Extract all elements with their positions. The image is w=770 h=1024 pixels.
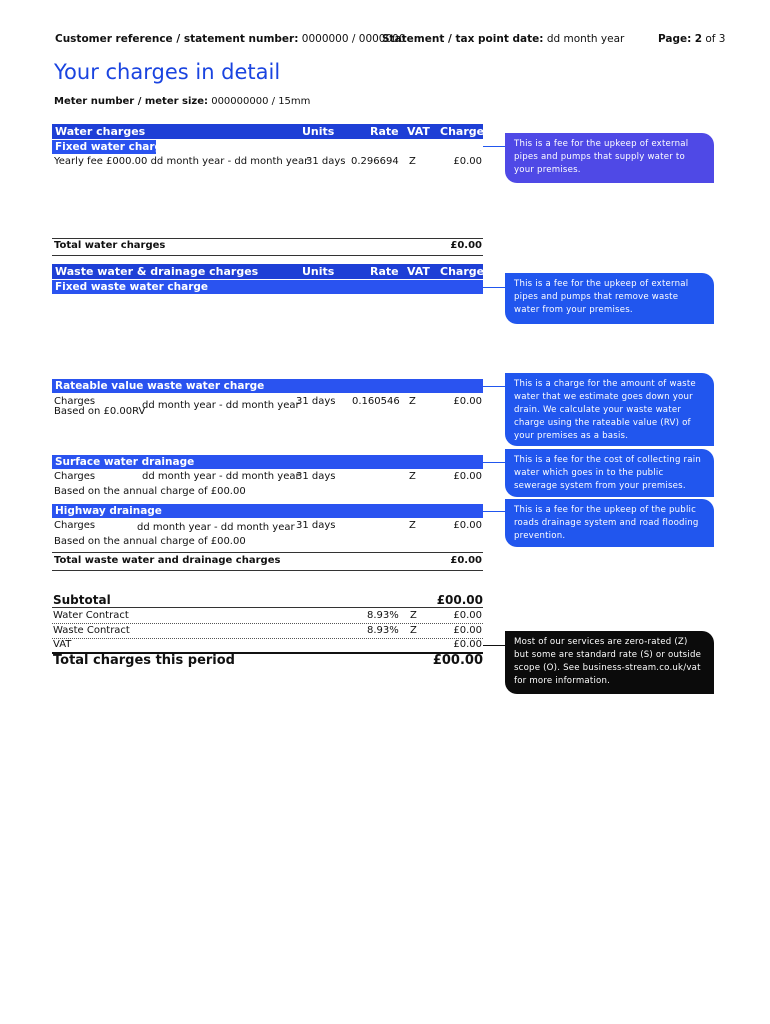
highway-row-desc: Charges — [54, 520, 96, 531]
page-number — [658, 33, 725, 45]
page-total: of 3 — [705, 33, 726, 45]
highway-row-charge: £0.00 — [453, 520, 482, 531]
note-highway-drainage: This is a fee for the upkeep of the public roads drainage system and road flooding prevention. — [505, 499, 714, 547]
rv-row-vat: Z — [409, 396, 416, 407]
subtotal-value: £00.00 — [436, 593, 483, 607]
summary-row-rate: 8.93% — [367, 625, 399, 636]
rv-row-desc: Charges — [54, 396, 96, 407]
summary-row-divider — [52, 623, 483, 624]
water-col-charge: Charge — [440, 125, 485, 138]
summary-row-label: Water Contract — [53, 610, 129, 621]
fixed-water-charge-header — [52, 140, 170, 154]
rv-row-units: 31 days — [296, 396, 336, 407]
statement-date-value: dd month year — [546, 33, 625, 45]
waste-col-rate: Rate — [370, 265, 399, 278]
customer-reference — [55, 33, 406, 45]
water-total-value: £0.00 — [450, 240, 482, 251]
fixed-water-row-rate: 0.296694 — [351, 156, 399, 167]
subtotal-label: Subtotal — [53, 593, 111, 607]
page-title: Your charges in detail — [54, 60, 281, 84]
water-col-vat: VAT — [407, 125, 430, 138]
waste-charges-header — [52, 264, 483, 279]
summary-row-divider — [52, 638, 483, 639]
note-surface-water: This is a fee for the cost of collecting rain water which goes in to the public sewerage system from your premises. — [505, 449, 714, 497]
meter-value: 000000000 / 15mm — [211, 96, 311, 107]
waste-col-charge: Charge — [440, 265, 485, 278]
waste-total-underline — [52, 570, 483, 571]
highway-drainage-heading: Highway drainage — [55, 505, 162, 517]
surface-row-desc: Charges — [54, 471, 96, 482]
note-fixed-waste: This is a fee for the upkeep of external pipes and pumps that remove waste water from your premises. — [505, 273, 714, 324]
waste-total-label: Total waste water and drainage charges — [54, 555, 281, 566]
waste-total-line — [52, 552, 483, 553]
customer-reference-label: Customer reference / statement number: — [55, 33, 299, 45]
surface-row-period: dd month year - dd month year — [142, 471, 300, 482]
surface-row-basis: Based on the annual charge of £00.00 — [54, 486, 246, 497]
highway-row-vat: Z — [409, 520, 416, 531]
rv-row-rate: 0.160546 — [352, 396, 400, 407]
waste-total-value: £0.00 — [450, 555, 482, 566]
highway-row-units: 31 days — [296, 520, 336, 531]
page-value: 2 — [694, 33, 702, 45]
water-charges-header — [52, 124, 483, 139]
note-fixed-water: This is a fee for the upkeep of external pipes and pumps that supply water to your premises. — [505, 133, 714, 183]
note-connector — [483, 511, 505, 512]
surface-row-vat: Z — [409, 471, 416, 482]
surface-water-header — [52, 455, 483, 469]
highway-row-period: dd month year - dd month year — [137, 522, 295, 533]
total-charges-value: £00.00 — [432, 653, 483, 668]
surface-water-heading: Surface water drainage — [55, 456, 195, 468]
note-connector — [483, 287, 505, 288]
rv-waste-charge-header — [52, 379, 483, 393]
meter-label: Meter number / meter size: — [54, 96, 209, 107]
rv-row-basis: Based on £0.00RV — [54, 406, 146, 417]
note-connector — [483, 645, 505, 646]
fixed-water-charge-heading: Fixed water charge — [55, 141, 170, 153]
statement-date-label: Statement / tax point date: — [382, 33, 544, 45]
rv-row-period: dd month year - dd month year — [142, 400, 300, 411]
subtotal-line — [52, 607, 483, 608]
fixed-water-row-vat: Z — [409, 156, 416, 167]
summary-row-label: Waste Contract — [53, 625, 130, 636]
total-charges-label: Total charges this period — [53, 653, 235, 668]
customer-reference-value: 0000000 / 0000000 — [301, 33, 406, 45]
fixed-water-row-charge: £0.00 — [453, 156, 482, 167]
note-connector — [483, 146, 505, 147]
waste-col-units: Units — [302, 265, 335, 278]
water-total-line — [52, 238, 483, 239]
surface-row-units: 31 days — [296, 471, 336, 482]
meter-info — [54, 96, 310, 107]
fixed-waste-charge-heading: Fixed waste water charge — [55, 281, 209, 293]
summary-row-vat: Z — [410, 610, 417, 621]
page-label: Page: — [658, 33, 692, 45]
note-vat: Most of our services are zero-rated (Z) but some are standard rate (S) or outside scope (O). See business-stream.co.uk/vat for more information. — [505, 631, 714, 694]
fixed-waste-charge-header — [52, 280, 483, 294]
rv-waste-charge-heading: Rateable value waste water charge — [55, 380, 265, 392]
statement-date — [382, 33, 624, 45]
summary-row-value: £0.00 — [453, 625, 482, 636]
note-connector — [483, 386, 505, 387]
fixed-water-row-units: 31 days — [306, 156, 346, 167]
summary-row-value: £0.00 — [453, 610, 482, 621]
summary-row-rate: 8.93% — [367, 610, 399, 621]
note-connector — [483, 462, 505, 463]
surface-row-charge: £0.00 — [453, 471, 482, 482]
highway-row-basis: Based on the annual charge of £00.00 — [54, 536, 246, 547]
water-col-units: Units — [302, 125, 335, 138]
summary-row-label: VAT — [53, 639, 72, 650]
waste-col-vat: VAT — [407, 265, 430, 278]
summary-row-value: £0.00 — [453, 639, 482, 650]
water-charges-heading: Water charges — [55, 125, 146, 138]
rv-row-charge: £0.00 — [453, 396, 482, 407]
waste-charges-heading: Waste water & drainage charges — [55, 265, 259, 278]
summary-row-vat: Z — [410, 625, 417, 636]
water-total-label: Total water charges — [54, 240, 166, 251]
fixed-water-row-desc: Yearly fee £000.00 dd month year - dd month year — [54, 156, 309, 167]
water-col-rate: Rate — [370, 125, 399, 138]
highway-drainage-header — [52, 504, 483, 518]
water-total-underline — [52, 255, 483, 256]
note-rateable-value: This is a charge for the amount of waste water that we estimate goes down your drain. We calculate your waste water charge using the rateable value (RV) of your premises as a basis. — [505, 373, 714, 446]
